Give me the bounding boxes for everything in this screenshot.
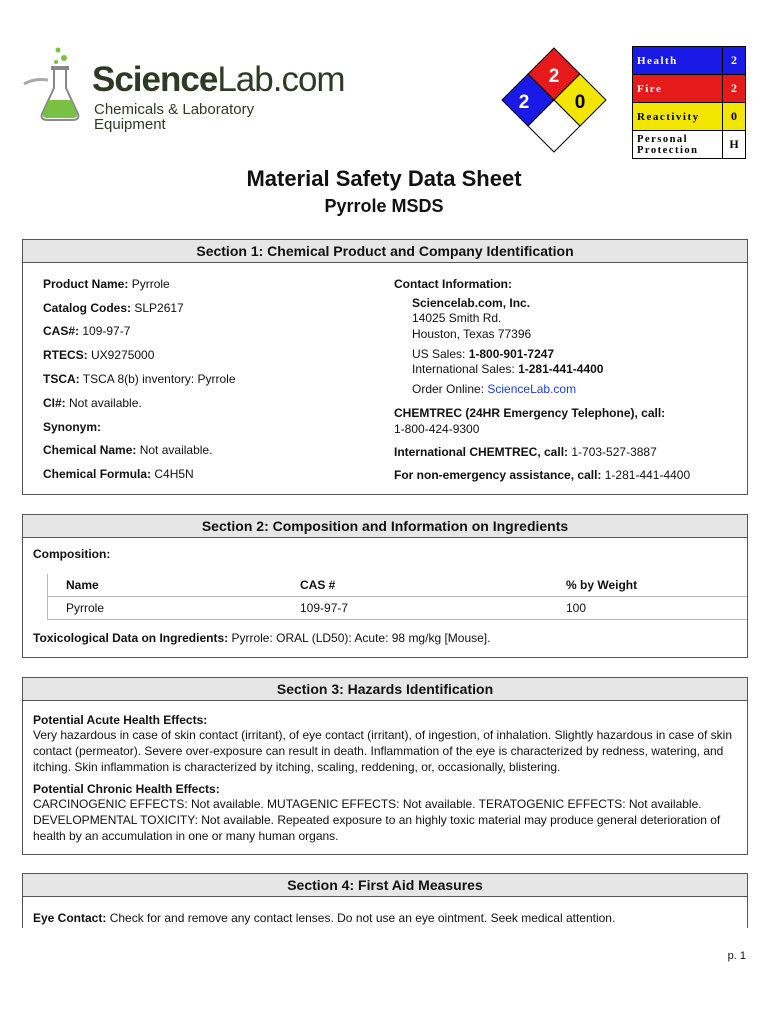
composition-label: Composition: xyxy=(33,547,111,561)
hazard-label: Personal Protection xyxy=(633,131,723,159)
address-line-1: 14025 Smith Rd. xyxy=(412,311,502,325)
logo-science: Science xyxy=(92,60,218,99)
hazard-value: 0 xyxy=(723,103,746,131)
acute-effects-text: Very hazardous in case of skin contact (irritant), of eye contact (irritant), of ingestion, of inhalation. Slightly hazardous in case of skin contact (permeator). Severe over-exposure can result in death. Inflammation of the eye is characterized by redness, watering, and itching. Skin inflammation is characterized by itching, scaling, reddening, or, occasionally, blistering. xyxy=(33,728,733,774)
field-product-name: Product Name: Pyrrole xyxy=(43,277,170,291)
international-chemtrec: International CHEMTREC, call: 1-703-527-3887 xyxy=(394,445,657,459)
hazard-row-reactivity xyxy=(633,103,746,131)
hazard-label: Health xyxy=(633,47,723,75)
hazard-value: 2 xyxy=(723,75,746,103)
field-tsca: TSCA: TSCA 8(b) inventory: Pyrrole xyxy=(43,372,236,386)
order-online-link[interactable]: ScienceLab.com xyxy=(487,382,577,396)
table-cell: 109-97-7 xyxy=(282,597,548,620)
field-synonym: Synonym: xyxy=(43,420,102,434)
international-sales: International Sales: 1-281-441-4400 xyxy=(412,362,604,376)
section-heading: Section 3: Hazards Identification xyxy=(23,678,747,701)
non-emergency: For non-emergency assistance, call: 1-281-441-4400 xyxy=(394,468,691,482)
page-subtitle: Pyrrole MSDS xyxy=(324,196,444,216)
composition-table xyxy=(47,574,747,620)
section-heading: Section 4: First Aid Measures xyxy=(23,874,747,897)
hazard-label: Reactivity xyxy=(633,103,723,131)
section-2 xyxy=(22,514,748,658)
nfpa-reactivity-value: 0 xyxy=(574,92,586,113)
section-heading: Section 2: Composition and Information on Ingredients xyxy=(23,515,747,538)
section-heading: Section 1: Chemical Product and Company Identification xyxy=(23,240,747,263)
table-row xyxy=(48,597,748,620)
hazard-rating-table xyxy=(632,46,746,159)
hazard-value: 2 xyxy=(723,47,746,75)
hazard-row-fire xyxy=(633,75,746,103)
section-1 xyxy=(22,239,748,495)
field-rtecs: RTECS: UX9275000 xyxy=(43,348,155,362)
logo xyxy=(20,44,345,133)
field-ci: CI#: Not available. xyxy=(43,396,142,410)
hazard-label: Fire xyxy=(633,75,723,103)
chronic-effects-label: Potential Chronic Health Effects: xyxy=(33,782,220,796)
acute-effects-label: Potential Acute Health Effects: xyxy=(33,713,208,727)
table-header-row xyxy=(48,574,748,597)
column-header: % by Weight xyxy=(548,574,747,597)
field-catalog-codes: Catalog Codes: SLP2617 xyxy=(43,301,184,315)
chemtrec-phone: 1-800-424-9300 xyxy=(394,422,480,436)
field-cas: CAS#: 109-97-7 xyxy=(43,324,131,338)
logo-lab: Lab xyxy=(217,60,273,99)
section-3 xyxy=(22,677,748,855)
logo-com: .com xyxy=(272,60,345,99)
column-header: CAS # xyxy=(282,574,548,597)
column-header: Name xyxy=(48,574,283,597)
page-bottom-mask xyxy=(0,928,768,1024)
page-title: Material Safety Data Sheet xyxy=(246,166,522,191)
nfpa-diamond-icon xyxy=(498,46,610,158)
table-cell: 100 xyxy=(548,597,747,620)
page-number: p. 1 xyxy=(727,950,746,962)
table-cell: Pyrrole xyxy=(48,597,283,620)
nfpa-health-value: 2 xyxy=(518,92,530,113)
order-online: Order Online: ScienceLab.com xyxy=(412,382,577,396)
eye-contact: Eye Contact: Check for and remove any contact lenses. Do not use an eye ointment. Seek medical attention. xyxy=(33,911,616,925)
nfpa-fire-value: 2 xyxy=(548,66,560,87)
field-chemical-formula: Chemical Formula: C4H5N xyxy=(43,467,194,481)
logo-tagline: Chemicals & Laboratory Equipment xyxy=(94,101,255,133)
hazard-row-personal-protection xyxy=(633,131,746,159)
contact-label: Contact Information: xyxy=(394,277,512,291)
toxicological-data: Toxicological Data on Ingredients: Pyrrole: ORAL (LD50): Acute: 98 mg/kg [Mouse]. xyxy=(33,631,491,645)
flask-icon xyxy=(20,44,90,124)
us-sales: US Sales: 1-800-901-7247 xyxy=(412,347,555,361)
hazard-row-health xyxy=(633,47,746,75)
field-chemical-name: Chemical Name: Not available. xyxy=(43,443,213,457)
company-name: Sciencelab.com, Inc. xyxy=(412,296,531,310)
chronic-effects-text: CARCINOGENIC EFFECTS: Not available. MUTAGENIC EFFECTS: Not available. TERATOGENIC EFFECTS: Not available. DEVELOPMENTAL TOXICITY: Not available. Repeated exposure to an highly toxic material may produce general deterioration of health by an accumulation in one or many human organs. xyxy=(33,797,721,843)
address-line-2: Houston, Texas 77396 xyxy=(412,327,532,341)
chemtrec-label: CHEMTREC (24HR Emergency Telephone), call: xyxy=(394,406,666,420)
section-4 xyxy=(22,873,748,934)
hazard-value: H xyxy=(723,131,746,159)
